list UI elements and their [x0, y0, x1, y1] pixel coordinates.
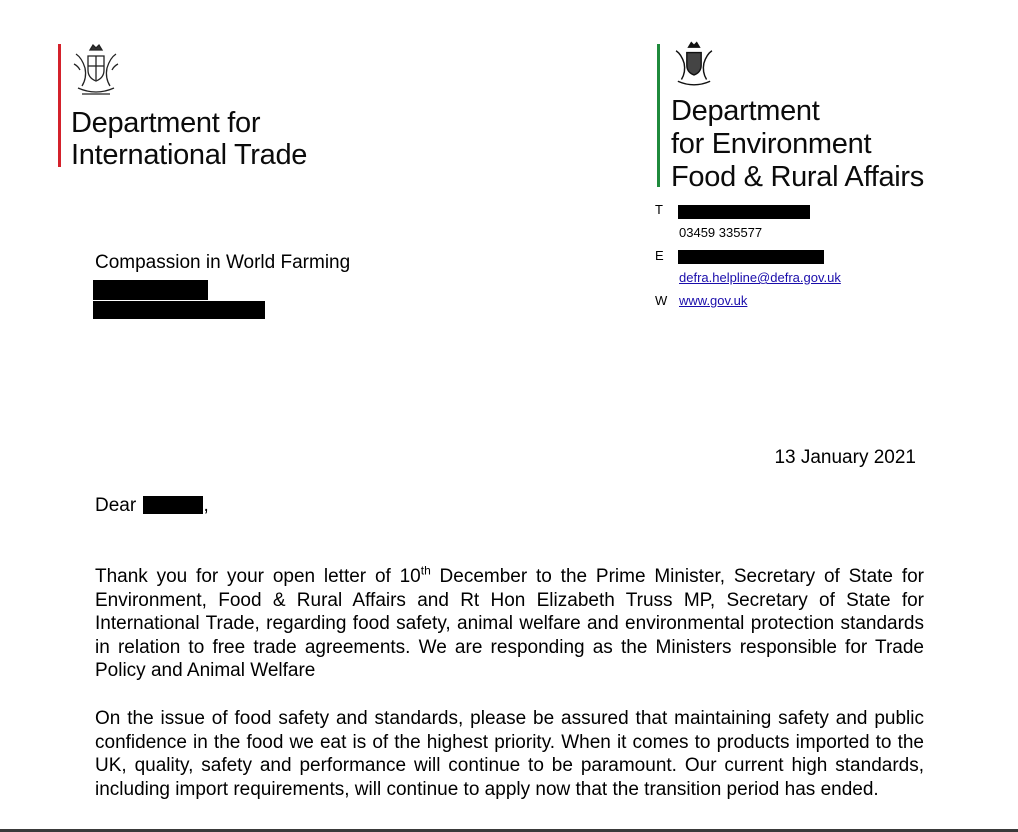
helpline-email-link[interactable]: defra.helpline@defra.gov.uk	[679, 270, 841, 285]
body-paragraph-2: On the issue of food safety and standards, please be assured that maintaining safety and public confidence in the food we eat is of the highest priority. When it comes to products imported to the UK, quality, safety and performance will continue to be paramount. Our current high standards, including import requirements, will continue to apply now that the transition period has ended.	[95, 708, 924, 800]
recipient-organisation: Compassion in World Farming	[95, 252, 351, 273]
defra-department-name	[671, 95, 924, 194]
salutation	[95, 495, 209, 517]
ordinal-suffix: th	[420, 563, 431, 578]
dit-name-line-1: Department for	[71, 107, 261, 139]
salutation-dear: Dear	[95, 495, 137, 516]
royal-coat-of-arms-icon	[68, 42, 124, 100]
salutation-comma: ,	[203, 495, 209, 516]
defra-name-line-3: Food & Rural Affairs	[671, 161, 924, 193]
email-label: E	[655, 248, 664, 263]
redacted-address-line-2	[93, 301, 265, 319]
website-link[interactable]: www.gov.uk	[679, 293, 748, 308]
paragraph-1-rest: December to the Prime Minister, Secretary of State for Environment, Food & Rural Affairs and Rt Hon Elizabeth Truss MP, Secretary of State for International Trade, regarding food safety, animal welfare and environmental protection standards in relation to free trade agreements. We are responding as the Ministers responsible for Trade Policy and Animal Welfare	[95, 566, 924, 681]
redacted-phone	[678, 205, 810, 219]
phone-label: T	[655, 202, 663, 217]
redacted-email	[678, 250, 824, 264]
dit-accent-bar	[58, 44, 61, 167]
redacted-name	[143, 496, 203, 514]
royal-coat-of-arms-icon	[667, 40, 721, 92]
dit-department-name	[71, 107, 307, 171]
redacted-address-line-1	[93, 280, 208, 300]
body-paragraph-1	[95, 565, 924, 683]
dit-name-line-2: International Trade	[71, 139, 308, 171]
defra-name-line-1: Department	[671, 95, 820, 127]
defra-accent-bar	[657, 44, 660, 187]
website-label: W	[655, 293, 668, 308]
letter-date: 13 January 2021	[774, 447, 916, 468]
defra-name-line-2: for Environment	[671, 128, 872, 160]
helpline-phone: 03459 335577	[679, 225, 763, 240]
paragraph-1-start: Thank you for your open letter of 10	[95, 566, 421, 587]
